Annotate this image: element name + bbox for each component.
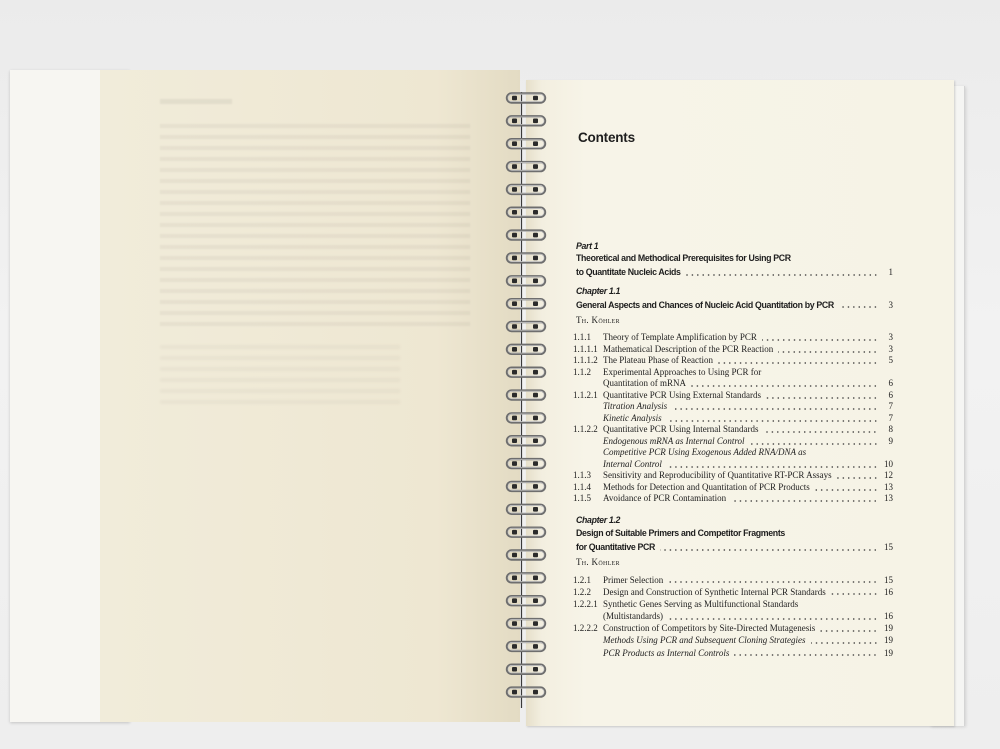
chapter-entries [573, 574, 893, 659]
entry-indent [573, 634, 603, 646]
spiral-ring [507, 459, 545, 468]
chapter-heading [576, 285, 893, 326]
entry-number: 1.2.2.2 [573, 623, 598, 634]
page-title: Contents [578, 130, 635, 145]
dot-leader [660, 541, 878, 555]
entry-title: Design and Construction of Synthetic Internal PCR Standards [603, 586, 826, 597]
spiral-ring [507, 322, 545, 331]
toc-entry [573, 424, 893, 436]
entry-page-number: 19 [884, 623, 893, 634]
entry-title: Avoidance of PCR Contamination [603, 493, 727, 503]
spiral-ring [507, 208, 545, 217]
entry-title: Sensitivity and Reproducibility of Quantitative RT-PCR Assays [603, 470, 832, 480]
toc-entry [573, 470, 893, 482]
entry-page-number: 3 [888, 343, 893, 354]
dot-leader [750, 436, 879, 448]
entry-page-number: 10 [884, 458, 893, 469]
part-title-line [576, 266, 893, 280]
chapter-author: Th. Köhler [576, 557, 620, 567]
dot-leader [766, 390, 878, 402]
entry-page-number: 9 [888, 435, 893, 446]
spiral-ring [507, 482, 545, 491]
entry-title: Mathematical Description of the PCR Reaction [603, 343, 774, 354]
dot-leader [668, 574, 878, 586]
toc-entry [573, 344, 893, 356]
part-title-text: to Quantitate Nucleic Acids [576, 266, 681, 277]
toc-entry [573, 413, 893, 425]
spiral-ring [507, 665, 545, 674]
entry-title: Experimental Approaches to Using PCR for [603, 366, 762, 377]
part-heading [576, 240, 893, 279]
toc-entry [573, 459, 893, 471]
spiral-ring [507, 185, 545, 194]
toc-entry [573, 355, 893, 367]
spiral-ring [507, 276, 545, 285]
spiral-ring [507, 436, 545, 445]
toc-entry [573, 401, 893, 413]
entry-indent [573, 459, 603, 471]
entry-page-number: 16 [884, 586, 893, 597]
toc-entry [573, 390, 893, 402]
entry-page-number: 8 [888, 424, 893, 434]
chapter-heading [576, 514, 893, 568]
spiral-ring [507, 345, 545, 354]
show-through-text [160, 124, 470, 330]
toc-entry [573, 610, 893, 622]
entry-indent [573, 413, 603, 425]
entry-number: 1.1.1 [573, 332, 591, 342]
entry-page-number: 15 [884, 574, 893, 585]
toc-entry [573, 378, 893, 390]
toc-entry [573, 482, 893, 494]
toc-entry [573, 367, 893, 379]
spiral-ring [507, 413, 545, 422]
entry-number: 1.2.2.1 [573, 598, 598, 609]
entry-page-number: 6 [888, 378, 893, 388]
dot-leader [691, 378, 878, 390]
dot-leader [831, 586, 878, 598]
dot-leader [762, 332, 878, 344]
entry-title: Theory of Template Amplification by PCR [603, 332, 757, 342]
entry-title: Quantitative PCR Using Internal Standards [603, 424, 759, 434]
spiral-ring [507, 619, 545, 628]
entry-page-number: 5 [888, 355, 893, 365]
dot-leader [734, 647, 878, 659]
entry-title: Kinetic Analysis [603, 412, 662, 423]
chapter-title-text: for Quantitative PCR [576, 541, 656, 552]
entry-page-number: 19 [884, 647, 893, 658]
chapter-label: Chapter 1.2 [576, 515, 621, 525]
entry-page-number: 3 [888, 332, 893, 342]
dot-leader [778, 344, 878, 356]
entry-number: 1.1.2 [573, 366, 591, 377]
entry-title: Internal Control [603, 458, 662, 469]
chapter-title-line [576, 298, 893, 312]
chapter-title-line [576, 541, 893, 555]
entry-page-number: 16 [884, 611, 893, 622]
chapter-page-number: 15 [884, 541, 893, 552]
entry-number: 1.2.1 [573, 574, 591, 585]
dot-leader [839, 298, 878, 312]
spiral-ring [507, 139, 545, 148]
dot-leader [815, 482, 878, 494]
spiral-ring [507, 253, 545, 262]
entry-title: PCR Products as Internal Controls [603, 647, 730, 658]
spiral-ring [507, 688, 545, 697]
toc-entry [573, 598, 893, 610]
entry-number: 1.1.1.2 [573, 355, 598, 365]
chapter-entries [573, 332, 893, 505]
spiral-ring [507, 391, 545, 400]
entry-number: 1.1.5 [573, 493, 591, 503]
entry-page-number: 6 [888, 389, 893, 400]
entry-page-number: 7 [888, 412, 893, 423]
entry-indent [573, 401, 603, 413]
spiral-ring [507, 231, 545, 240]
entry-number: 1.1.3 [573, 470, 591, 480]
chapter-label: Chapter 1.1 [576, 286, 621, 296]
entry-title: Synthetic Genes Serving as Multifunctional Standards [603, 598, 799, 609]
entry-page-number: 7 [888, 401, 893, 411]
part-page-number: 1 [888, 266, 893, 277]
entry-indent [573, 378, 603, 390]
chapter-title-text: General Aspects and Chances of Nucleic Acid Quantitation by PCR [576, 300, 834, 310]
part-title-line: Theoretical and Methodical Prerequisites for Using PCR [576, 253, 791, 263]
toc-entry [573, 447, 893, 459]
entry-title: (Multistandards) [603, 611, 663, 622]
toc-entry [573, 436, 893, 448]
entry-indent [573, 610, 603, 622]
chapter-title-line: Design of Suitable Primers and Competitor Fragments [576, 528, 785, 538]
show-through-text [160, 345, 400, 405]
spiral-ring [507, 368, 545, 377]
toc-entry [573, 647, 893, 659]
dot-leader [837, 470, 878, 482]
toc-entry [573, 586, 893, 598]
entry-title: Primer Selection [603, 574, 664, 585]
dot-leader [718, 355, 878, 367]
dot-leader [811, 634, 879, 646]
spiral-ring [507, 596, 545, 605]
spiral-ring [507, 116, 545, 125]
spiral-ring [507, 642, 545, 651]
entry-title: Titration Analysis [603, 401, 668, 411]
entry-title: The Plateau Phase of Reaction [603, 355, 713, 365]
dot-leader [820, 622, 878, 634]
toc-entry [573, 634, 893, 646]
entry-title: Methods Using PCR and Subsequent Cloning Strategies [603, 635, 806, 646]
entry-number: 1.1.2.2 [573, 424, 598, 434]
spiral-ring [507, 162, 545, 171]
spiral-ring [507, 528, 545, 537]
entry-indent [573, 447, 603, 459]
entry-page-number: 13 [884, 481, 893, 492]
chapter-author: Th. Köhler [576, 315, 620, 325]
spiral-ring [507, 505, 545, 514]
dot-leader [686, 266, 878, 280]
entry-indent [573, 647, 603, 659]
spiral-binding [498, 80, 554, 720]
spiral-ring [507, 94, 545, 103]
toc-entry [573, 332, 893, 344]
dot-leader [668, 610, 878, 622]
entry-title: Construction of Competitors by Site-Directed Mutagenesis [603, 623, 816, 634]
spiral-ring [507, 299, 545, 308]
spiral-ring [507, 573, 545, 582]
entry-number: 1.1.4 [573, 481, 591, 492]
entry-title: Quantitation of mRNA [603, 378, 686, 388]
toc-entry [573, 622, 893, 634]
dot-leader [672, 401, 878, 413]
entry-page-number: 13 [884, 493, 893, 503]
entry-page-number: 12 [884, 470, 893, 480]
entry-number: 1.1.1.1 [573, 343, 598, 354]
entry-number: 1.2.2 [573, 586, 591, 597]
part-label: Part 1 [576, 241, 599, 251]
entry-page-number: 19 [884, 635, 893, 646]
chapter-page-number: 3 [888, 300, 893, 310]
entry-title: Quantitative PCR Using External Standards [603, 389, 761, 400]
entry-number: 1.1.2.1 [573, 389, 598, 400]
show-through-text [160, 99, 232, 104]
toc-entry [573, 493, 893, 505]
entry-title: Methods for Detection and Quantitation of PCR Products [603, 481, 810, 492]
dot-leader [731, 493, 878, 505]
dot-leader [667, 413, 878, 425]
entry-title: Endogenous mRNA as Internal Control [603, 435, 745, 446]
dot-leader [667, 459, 878, 471]
spiral-ring [507, 551, 545, 560]
toc-entry [573, 574, 893, 586]
entry-title: Competitive PCR Using Exogenous Added RNA/DNA as [603, 447, 807, 457]
entry-indent [573, 436, 603, 448]
dot-leader [763, 424, 878, 436]
